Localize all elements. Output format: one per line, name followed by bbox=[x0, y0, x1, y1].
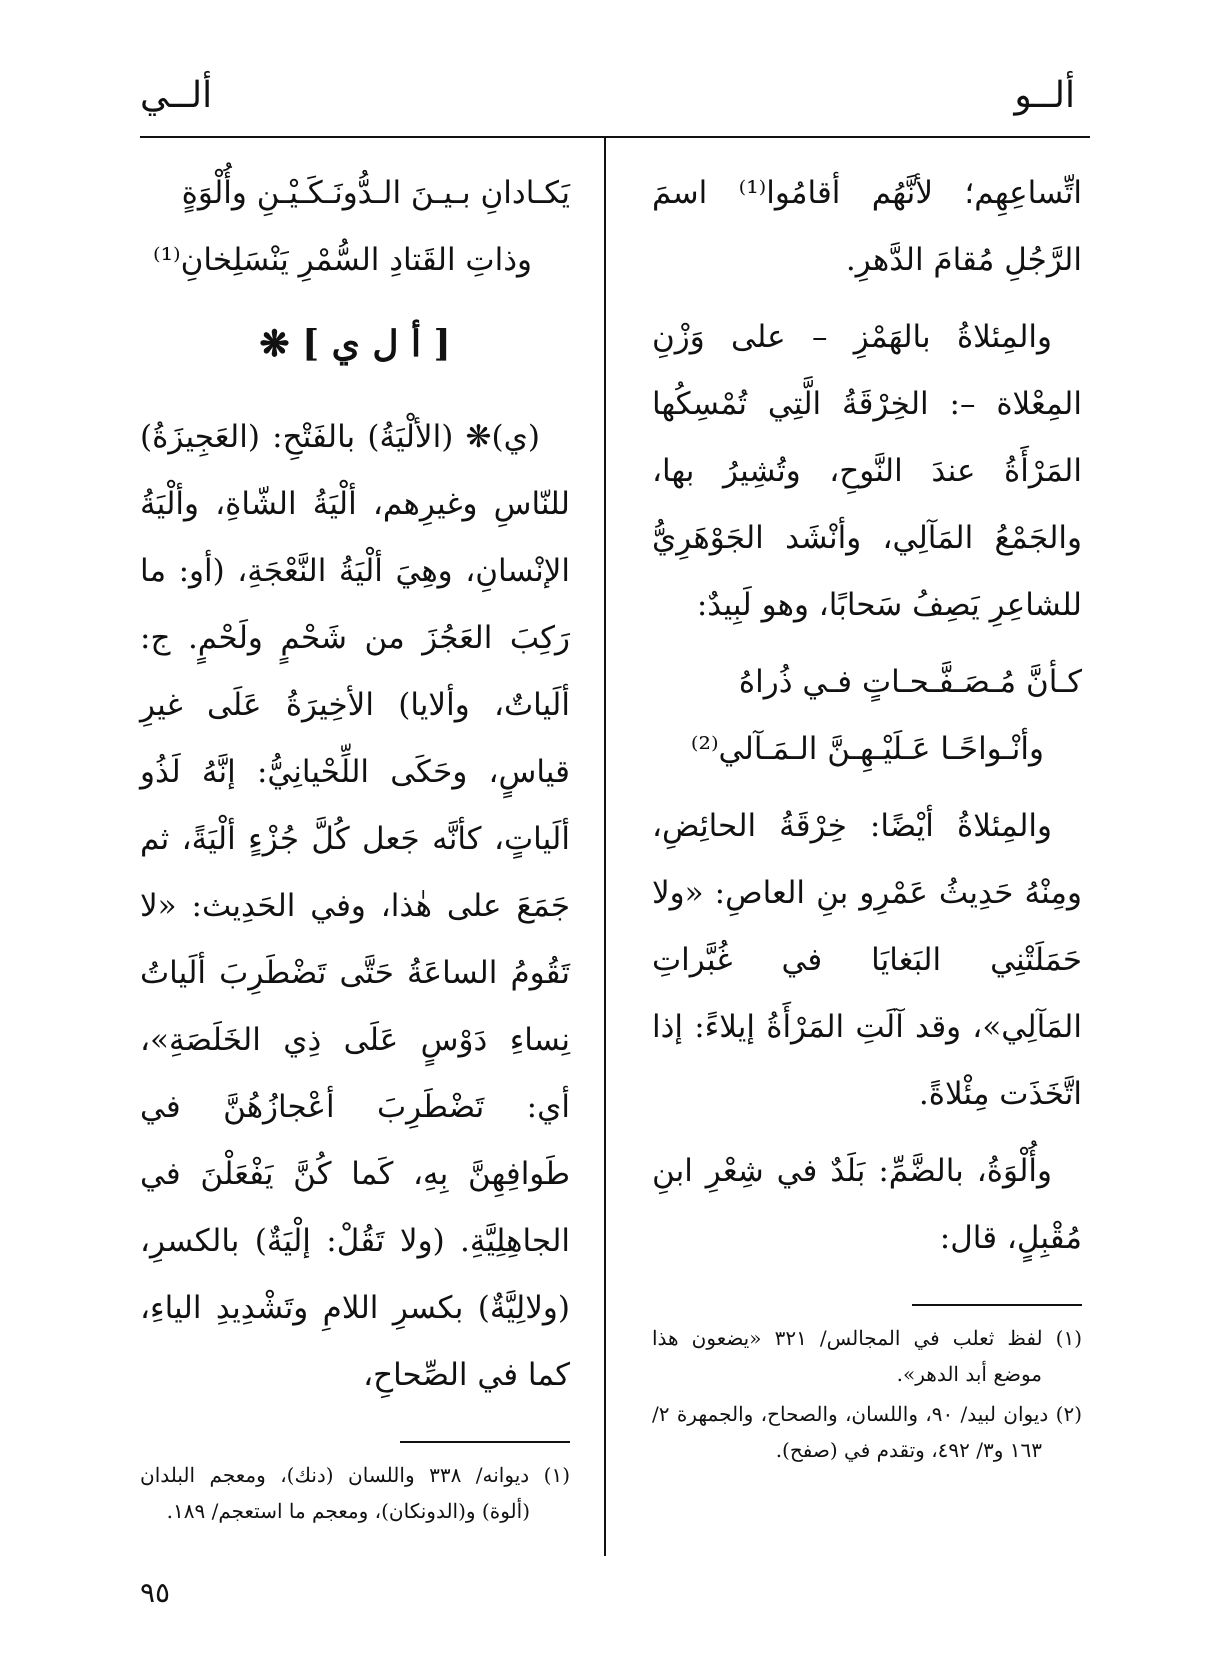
footnote: (١) لفظ ثعلب في المجالس/ ٣٢١ «يضعون هذا موضع أبد الدهر». bbox=[652, 1326, 1082, 1386]
column-divider bbox=[604, 136, 606, 1556]
verse-first-hemistich: كـأنَّ مُـصَـفَّـحـاتٍ فـي ذُراهُ bbox=[738, 664, 1082, 700]
footnote-rule bbox=[400, 1441, 570, 1443]
footnotes bbox=[140, 1457, 570, 1529]
verse-first-hemistich: يَكـادانِ بـيـنَ الـدُّونَـكَـيْـنِ وأُلْوَةٍ bbox=[181, 175, 570, 211]
paragraph: وأُلْوَةُ، بالضَّمِّ: بَلَدٌ في شِعْرِ ابنِ مُقْبِلٍ، قال: bbox=[652, 1153, 1082, 1256]
right-column bbox=[652, 160, 1082, 1472]
verse bbox=[140, 160, 570, 294]
paragraph: والمِئلاةُ أيْضًا: خِرْقَةُ الحائِضِ، ومِنْهُ حَدِيثُ عَمْرِو بنِ العاصِ: «ولا حَمَلَتْنِي البَغايَا في غُبَّراتِ المَآلِي»، وقد آلَتِ المَرْأَةُ إيلاءً: إذا اتَّخَذَت مِئْلاةً. bbox=[652, 808, 1082, 1112]
left-column bbox=[140, 160, 570, 1533]
paragraph: والمِئلاةُ بالهَمْزِ – على وَزْنِ المِعْلاة –: الخِرْقَةُ الَّتِي تُمْسِكُها المَرْأَةُ عندَ النَّوحِ، وتُشِيرُ بها، والجَمْعُ المَآلِي، وأنْشَد الجَوْهَرِيُّ للشاعِرِ يَصِفُ سَحابًا، وهو لَبِيدٌ: bbox=[652, 319, 1082, 623]
footnote: (٢) ديوان لبيد/ ٩٠، واللسان، والصحاح، والجمهرة ٢/ ١٦٣ و٣/ ٤٩٢، وتقدم في (صفح). bbox=[652, 1402, 1082, 1462]
paragraph: (ي)❋ (الألْيَةُ) بالفَتْحِ: (العَجِيزَةُ) للنّاسِ وغيرِهم، ألْيَةُ الشّاةِ، وألْيَةُ الإنْسانِ، وهِيَ ألْيَةُ النَّعْجَةِ، (أو: ما رَكِبَ العَجُزَ من شَحْمٍ ولَحْمٍ. ج: ألَياتٌ، وألايا) الأخِيرَةُ عَلَى غيرِ قياسٍ، وحَكَى اللِّحْيانِيُّ: إنَّهُ لَذُو ألَياتٍ، كأنَّه جَعل كُلَّ جُزْءٍ ألْيَةً، ثم جَمَعَ على هٰذا، وفي الحَدِيث: «لا تَقُومُ الساعَةُ حَتَّى تَضْطَرِبَ ألَياتُ نِساءِ دَوْسٍ عَلَى ذِي الخَلَصَةِ»، أي: تَضْطَرِبَ أعْجازُهُنَّ في طَوافِهِنَّ بِهِ، كَما كُنَّ يَفْعَلْنَ في الجاهِلِيَّةِ. (ولا تَقُلْ: إلْيَةٌ) بالكسرِ، (ولالِيَّةٌ) بكسرِ اللامِ وتَشْدِيدِ الياءِ، كما في الصِّحاحِ، bbox=[140, 419, 570, 1393]
footnote-rule bbox=[912, 1304, 1082, 1306]
header-rule bbox=[140, 136, 1090, 138]
verse-second-hemistich: وذاتِ القَتادِ السُّمْرِ يَنْسَلِخانِ⁽¹⁾ bbox=[152, 242, 532, 278]
verse-second-hemistich: وأنْـواحًـا عَـلَيْـهِـنَّ الـمَـآلي⁽²⁾ bbox=[690, 731, 1044, 767]
entry-heading: [ أ ل ي ] ❋ bbox=[259, 323, 451, 365]
page-number: ٩٥ bbox=[140, 1576, 171, 1609]
running-head-left: ألــي bbox=[140, 75, 213, 116]
paragraph: اتِّساعِهِم؛ لأنَّهُم أقامُوا⁽¹⁾ اسمَ الرَّجُلِ مُقامَ الدَّهرِ. bbox=[652, 175, 1082, 278]
running-head-right: ألــو bbox=[1014, 75, 1075, 116]
footnote: (١) ديوانه/ ٣٣٨ واللسان (دنك)، ومعجم البلدان (ألوة) و(الدونكان)، ومعجم ما استعجم/ ١٨٩. bbox=[140, 1463, 570, 1523]
footnotes bbox=[652, 1320, 1082, 1468]
verse bbox=[652, 649, 1082, 783]
